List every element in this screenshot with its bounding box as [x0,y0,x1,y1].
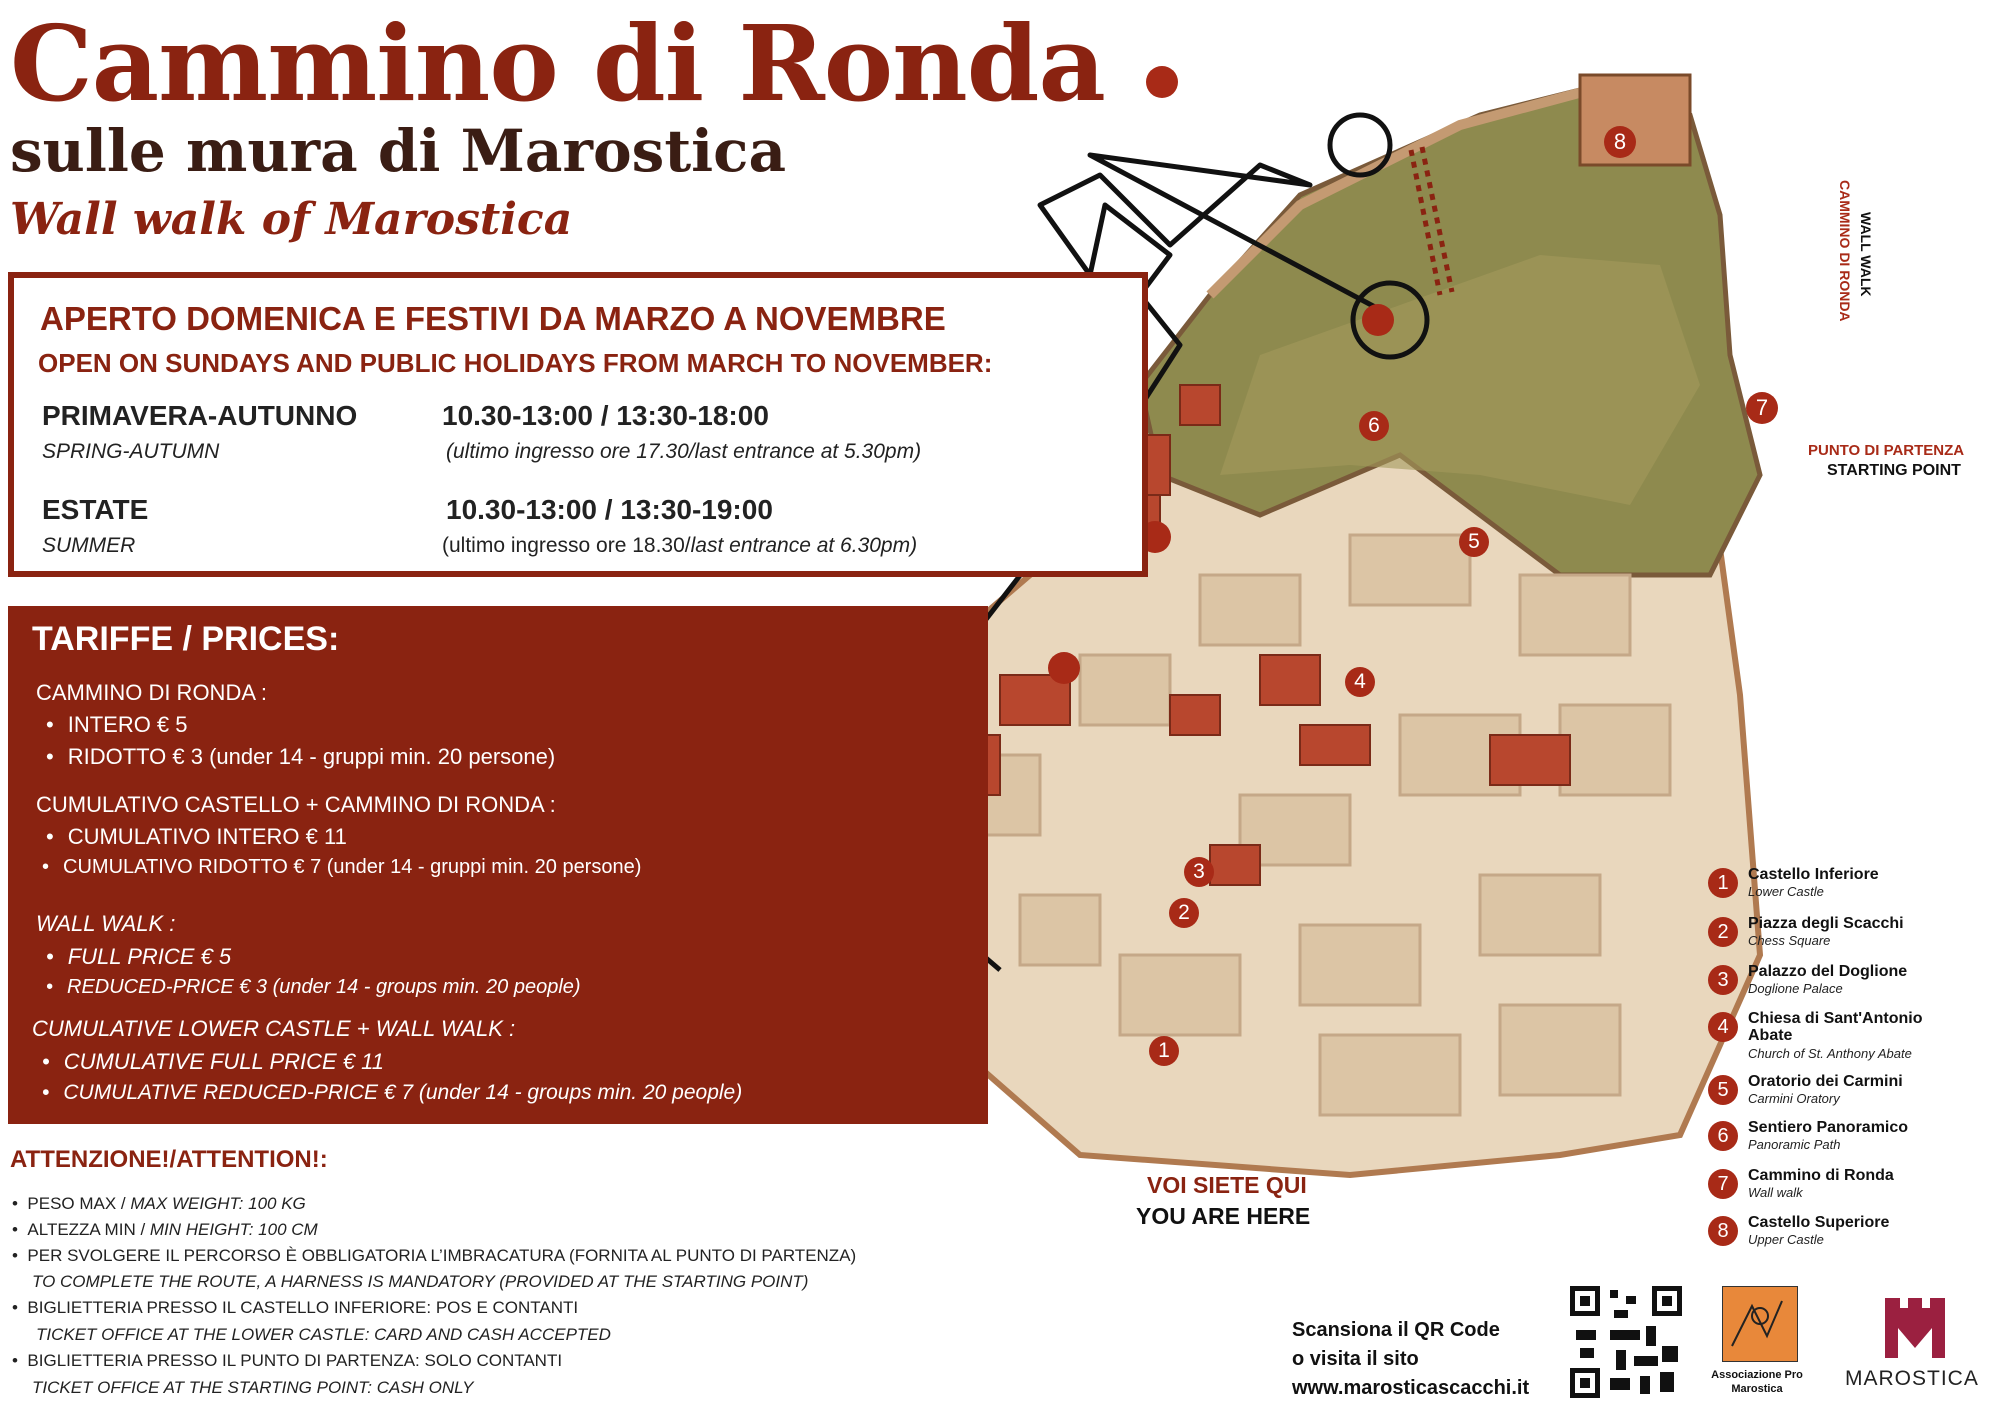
price-ridotto: • RIDOTTO € 3 (under 14 - gruppi min. 20 persone) [46,744,556,769]
map-marker-7: 7 [1746,392,1778,424]
wall-walk-label-en: WALL WALK [1858,212,1874,297]
season1-label: PRIMAVERA-AUTUNNO [42,400,358,431]
starting-point-it: PUNTO DI PARTENZA [1808,442,1965,459]
open-days-it: APERTO DOMENICA E FESTIVI DA MARZO A NOVEMBRE [40,300,946,337]
qr-code-icon[interactable] [1570,1286,1682,1398]
map-marker-3: 3 [1184,857,1214,887]
wall-walk-label-it: CAMMINO DI RONDA [1837,180,1853,322]
season1-note: (ultimo ingresso ore 17.30/last entrance at 5.30pm) [446,440,922,463]
pro-marostica-logo [1722,1286,1798,1362]
price-section-cumulativo: CUMULATIVO CASTELLO + CAMMINO DI RONDA : [36,792,556,817]
website-link[interactable]: www.marosticascacchi.it [1292,1377,1530,1399]
season2-label: ESTATE [42,494,149,525]
you-are-here-it: VOI SIETE QUI [1147,1172,1307,1198]
price-cum-intero: • CUMULATIVO INTERO € 11 [46,824,347,849]
you-are-here-en: YOU ARE HERE [1136,1203,1311,1229]
season2-note: (ultimo ingresso ore 18.30/last entrance at 6.30pm) [442,534,918,557]
marostica-logo [1880,1288,1950,1364]
prices-box [8,606,988,1124]
season2-time: 10.30-13:00 / 13:30-19:00 [446,494,773,525]
attention-title: ATTENZIONE!/ATTENTION!: [10,1146,328,1173]
attention-ticket-start: • BIGLIETTERIA PRESSO IL PUNTO DI PARTENZA: SOLO CONTANTI [12,1351,563,1370]
page-subtitle: sulle mura di Marostica [10,117,787,185]
map-marker-2: 2 [1169,898,1199,928]
page-subtitle-en: Wall walk of Marostica [10,194,573,245]
price-intero: • INTERO € 5 [46,712,188,737]
qr-text: Scansiona il QR Code o visita il sito www.marosticascacchi.it [1292,1316,1529,1403]
price-cum-reduced: • CUMULATIVE REDUCED-PRICE € 7 (under 14 - groups min. 20 people) [42,1081,743,1104]
price-full: • FULL PRICE € 5 [46,944,232,969]
attention-list [0,1190,1100,1410]
attention-weight: • PESO MAX / MAX WEIGHT: 100 KG [12,1194,306,1213]
season1-time: 10.30-13:00 / 13:30-18:00 [442,400,769,431]
pro-marostica-label: Associazione Pro Marostica [1711,1369,1803,1395]
season1-label-en: SPRING-AUTUMN [42,440,220,463]
starting-point-en: STARTING POINT [1827,462,1961,479]
attention-ticket-lower: • BIGLIETTERIA PRESSO IL CASTELLO INFERIORE: POS E CONTANTI [12,1298,579,1317]
price-section-cumulative: CUMULATIVE LOWER CASTLE + WALL WALK : [32,1016,516,1041]
marostica-logo-text: MAROSTICA [1845,1367,1979,1390]
map-marker-5: 5 [1459,527,1489,557]
map-marker-1: 1 [1149,1036,1179,1066]
map-marker-6: 6 [1359,411,1389,441]
price-section-wall-walk: WALL WALK : [36,911,176,936]
map-marker-8: 8 [1604,126,1636,158]
price-reduced: • REDUCED-PRICE € 3 (under 14 - groups min. 20 people) [46,976,581,998]
attention-height: • ALTEZZA MIN / MIN HEIGHT: 100 CM [12,1220,318,1239]
season2-label-en: SUMMER [42,534,136,557]
attention-harness-en: TO COMPLETE THE ROUTE, A HARNESS IS MANDATORY (PROVIDED AT THE STARTING POINT) [32,1272,809,1291]
opening-hours-box [8,272,1148,577]
open-days-en: OPEN ON SUNDAYS AND PUBLIC HOLIDAYS FROM MARCH TO NOVEMBER: [38,348,993,378]
price-cum-full: • CUMULATIVE FULL PRICE € 11 [42,1049,385,1074]
attention-ticket-start-en: TICKET OFFICE AT THE STARTING POINT: CASH ONLY [32,1378,474,1397]
attention-ticket-lower-en: TICKET OFFICE AT THE LOWER CASTLE: CARD AND CASH ACCEPTED [36,1325,611,1344]
prices-title: TARIFFE / PRICES: [32,620,340,658]
map-marker-4: 4 [1345,667,1375,697]
price-section-cammino: CAMMINO DI RONDA : [36,680,268,705]
price-cum-ridotto: • CUMULATIVO RIDOTTO € 7 (under 14 - gruppi min. 20 persone) [42,856,642,878]
attention-harness: • PER SVOLGERE IL PERCORSO È OBBLIGATORIA L’IMBRACATURA (FORNITA AL PUNTO DI PARTENZA) [12,1246,857,1265]
page-title: Cammino di Ronda [10,2,1105,125]
